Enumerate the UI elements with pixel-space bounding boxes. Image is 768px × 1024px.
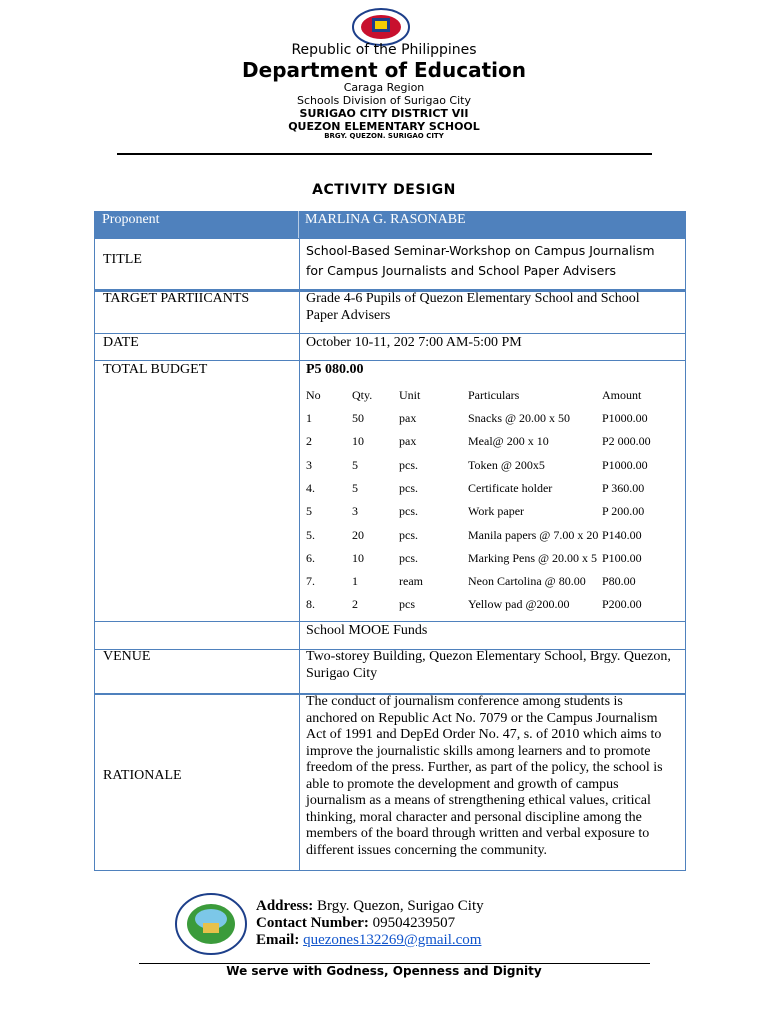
budget-row-item-particulars: Manila papers @ 7.00 x 20 [468,527,599,542]
budget-row-item-no: 3 [306,457,312,472]
date-label: DATE [103,335,139,350]
row-rationale [94,694,686,871]
fund-source-value: School MOOE Funds [306,623,428,638]
header-school: QUEZON ELEMENTARY SCHOOL [288,120,480,133]
budget-row-item-no: 2 [306,434,312,449]
budget-row-item-amount: P2 000.00 [602,434,651,449]
budget-row-item-amount: P200.00 [602,597,642,612]
header-department: Department of Education [242,58,526,82]
budget-row-item-qty: 10 [352,550,364,565]
target-label: TARGET PARTIICANTS [103,291,250,306]
budget-row-item-no: 4. [306,480,315,495]
email-label: Email: [256,932,300,948]
document-title: ACTIVITY DESIGN [312,182,456,198]
budget-row-item-particulars: Meal@ 200 x 10 [468,434,549,449]
budget-label: TOTAL BUDGET [103,362,208,377]
budget-row-item-qty: 20 [352,527,364,542]
budget-header-item-unit: Unit [399,388,421,402]
title-value-2: for Campus Journalists and School Paper Advisers [306,263,616,278]
budget-row-item-unit: pcs. [399,527,418,542]
budget-row-item-unit: pax [399,411,417,425]
budget-row-item-no: 8. [306,597,315,612]
deped-seal-logo [352,8,410,46]
budget-row-item-amount: P80.00 [602,574,636,589]
budget-row-item-amount: P 360.00 [602,480,645,495]
footer-motto: We serve with Godness, Openness and Dignity [226,964,542,978]
rationale-line: improve the journalistic skills among learners and to promote [306,743,651,759]
budget-row-item-qty: 1 [352,574,358,589]
budget-header-item-qty: Qty. [352,388,373,402]
title-value-1: School-Based Seminar-Workshop on Campus Journalism [306,243,655,258]
target-value-2: Paper Advisers [306,308,391,323]
budget-row-item-unit: pcs. [399,457,418,472]
budget-row-item-amount: P 200.00 [602,504,645,519]
budget-row-item-amount: P1000.00 [602,457,648,472]
budget-row-item-no: 1 [306,411,312,425]
rationale-line: anchored on Republic Act No. 7079 or the Campus Journalism [306,710,658,726]
budget-total: P5 080.00 [306,362,364,377]
budget-row-item-particulars: Marking Pens @ 20.00 x 5 [468,550,598,565]
budget-row-item-qty: 10 [352,434,364,449]
budget-row-item-qty: 5 [352,457,358,472]
rationale-line: different issues concerning the community. [306,842,548,858]
header-region: Caraga Region [343,81,425,94]
rationale-line: freedom of the press. Further, as part of the policy, the school is [306,760,663,775]
venue-label: VENUE [103,649,151,664]
row-budget [94,361,686,622]
title-label: TITLE [103,252,142,267]
rationale-line: able to promote the development and growth of campus [306,776,619,792]
header-district: SURIGAO CITY DISTRICT VII [299,107,469,120]
budget-header-item-amount: Amount [602,388,642,402]
budget-row-item-particulars: Work paper [468,504,525,519]
budget-row-item-unit: pcs. [399,550,418,565]
footer-address [256,898,484,915]
budget-row-item-particulars: Snacks @ 20.00 x 50 [468,411,571,425]
footer-email [256,932,481,949]
address-label: Address: [256,898,314,914]
budget-row-item-particulars: Yellow pad @200.00 [468,597,570,612]
row-title [94,238,686,290]
budget-header-item-no: No [306,388,321,402]
budget-row-item-particulars: Neon Cartolina @ 80.00 [468,574,586,589]
budget-row-item-qty: 3 [352,504,358,519]
row-fund-source [94,622,686,650]
budget-row-item-unit: pcs. [399,504,418,519]
rationale-line: members of the board through written and verbal exposure to [306,826,650,841]
rationale-line: The conduct of journalism conference among students is [306,694,623,709]
budget-row-item-no: 7. [306,574,315,589]
budget-row-item-unit: ream [399,574,423,589]
budget-row-item-no: 5. [306,527,315,542]
school-seal-logo [175,893,247,955]
budget-row-item-qty: 5 [352,480,358,495]
footer-contact [256,915,455,932]
date-value: October 10-11, 202 7:00 AM-5:00 PM [306,335,522,350]
budget-row-item-amount: P100.00 [602,550,642,565]
budget-row-item-unit: pcs [399,597,415,612]
contact-label: Contact Number: [256,915,369,931]
target-value-1: Grade 4-6 Pupils of Quezon Elementary School and School [306,291,640,306]
rationale-line: journalism as a means of strengthening ethical values, critical [306,793,651,808]
proponent-label: Proponent [102,212,160,227]
header-divider [117,153,652,155]
budget-row-item-unit: pcs. [399,480,418,495]
header-barangay: BRGY. QUEZON. SURIGAO CITY [324,132,444,140]
email-link[interactable]: quezones132269@gmail.com [303,932,482,948]
budget-row-item-amount: P1000.00 [602,411,648,425]
proponent-value: MARLINA G. RASONABE [305,212,466,227]
budget-row-item-particulars: Certificate holder [468,480,553,495]
row-venue [94,650,686,694]
budget-row-item-no: 5 [306,504,312,519]
budget-row-item-qty: 50 [352,411,364,425]
header-division: Schools Division of Surigao City [297,94,471,107]
venue-value-1: Two-storey Building, Quezon Elementary School, Brgy. Quezon, [306,649,671,664]
header-republic: Republic of the Philippines [291,42,477,58]
rationale-line: thinking, moral character and personal discipline among the [306,809,642,825]
row-target [94,290,686,334]
budget-row-item-unit: pax [399,434,417,449]
contact-value: 09504239507 [368,915,456,931]
row-date [94,334,686,361]
row-proponent [94,211,686,238]
budget-row-item-particulars: Token @ 200x5 [468,457,545,472]
budget-row-item-qty: 2 [352,597,358,612]
rationale-label: RATIONALE [103,768,182,783]
address-value: Brgy. Quezon, Surigao City [313,898,484,914]
budget-header-item-particulars: Particulars [468,388,520,402]
budget-row-item-amount: P140.00 [602,527,642,542]
budget-row-item-no: 6. [306,550,315,565]
rationale-line: Act of 1991 and DepEd Order No. 47, s. of 2010 which aims to [306,727,662,742]
venue-value-2: Surigao City [306,666,378,681]
